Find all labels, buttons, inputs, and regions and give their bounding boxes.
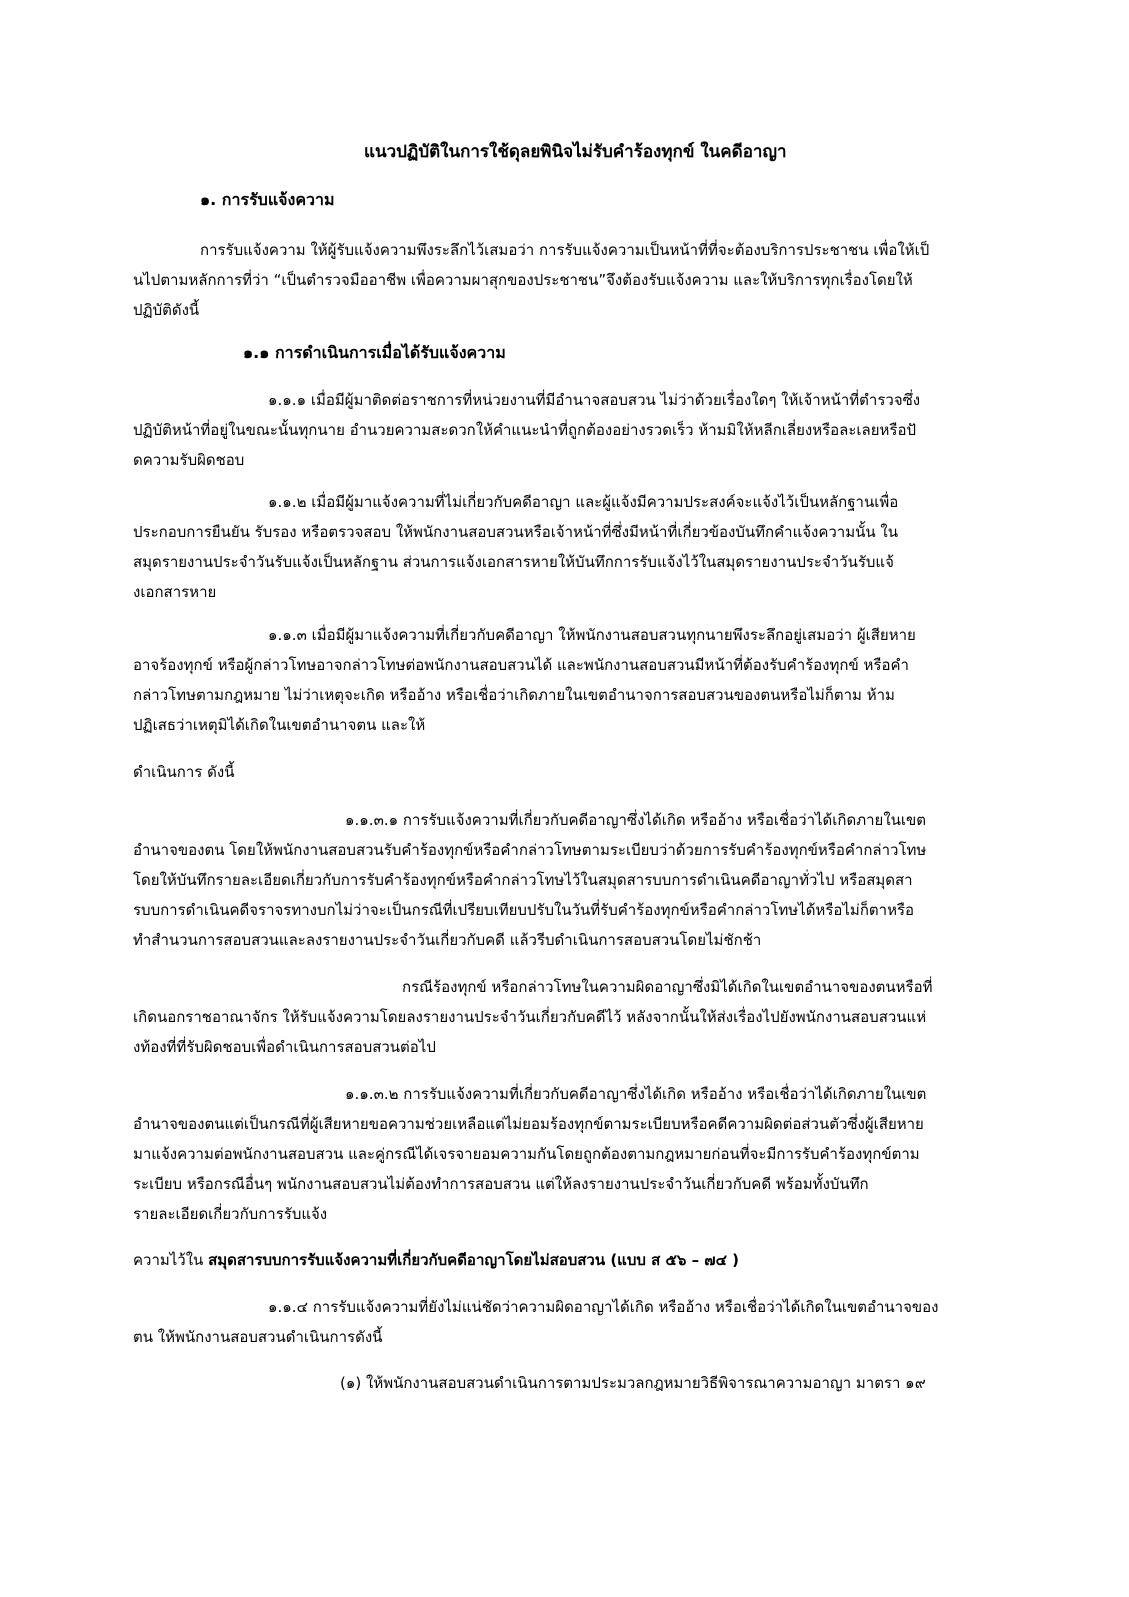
paragraph-line: ๑.๑.๒ เมื่อมีผู้มาแจ้งความที่ไม่เกี่ยวกับคดีอาญา และผู้แจ้งมีความประสงค์จะแจ้งไว้เป็นหลักฐานเพื่อ (268, 493, 899, 511)
paragraph-line: ปฏิบัติดังนี้ (133, 301, 200, 319)
paragraph-line: นไปตามหลักการที่ว่า “เป็นตำรวจมืออาชีพ เพื่อความผาสุกของประชาชน”จึงต้องรับแจ้งความ และให้บริการทุกเรื่องโดยให้ (133, 271, 913, 289)
heading-procedure: ๑.๑ การดำเนินการเมื่อได้รับแจ้งความ (243, 343, 506, 362)
paragraph-line: งเอกสารหาย (133, 583, 217, 601)
paragraph-line: ทำสำนวนการสอบสวนและลงรายงานประจำวันเกี่ยวกับคดี แล้วรีบดำเนินการสอบสวนโดยไม่ชักช้า (133, 931, 762, 949)
paragraph-line: รายละเอียดเกี่ยวกับการรับแจ้ง (133, 1205, 328, 1223)
book-form-title: สมุดสารบบการรับแจ้งความที่เกี่ยวกับคดีอาญาโดยไม่สอบสวน (แบบ ส ๕๖ – ๗๔ ) (208, 1251, 740, 1269)
book-prefix-text: ความไว้ใน (133, 1251, 209, 1269)
paragraph-line: ระเบียบ หรือกรณีอื่นๆ พนักงานสอบสวนไม่ต้องทำการสอบสวน แต่ให้ลงรายงานประจำวันเกี่ยวกับคดี พร้อมทั้งบันทึก (133, 1175, 869, 1193)
paragraph-line: ประกอบการยืนยัน รับรอง หรือตรวจสอบ ให้พนักงานสอบสวนหรือเจ้าหน้าที่ซึ่งมีหน้าที่เกี่ยวข้องบันทึกคำแจ้งความนั้น ใน (133, 523, 898, 541)
paragraph-line: การรับแจ้งความ ให้ผู้รับแจ้งความพึงระลึกไว้เสมอว่า การรับแจ้งความเป็นหน้าที่ที่จะต้องบริการประชาชน เพื่อให้เป็ (200, 241, 930, 259)
paragraph-line (133, 1250, 739, 1270)
paragraph-line: ดำเนินการ ดังนี้ (133, 763, 235, 781)
paragraph-line: งท้องที่ที่รับผิดชอบเพื่อดำเนินการสอบสวนต่อไป (133, 1038, 436, 1056)
paragraph-line: ดความรับผิดชอบ (133, 451, 245, 469)
paragraph-line: ปฏิบัติหน้าที่อยู่ในขณะนั้นทุกนาย อำนวยความสะดวกให้คำแนะนำที่ถูกต้องอย่างรวดเร็ว ห้ามมิให้หลีกเลี่ยงหรือละเลยหรือปั (133, 421, 917, 439)
paragraph-line: ๑.๑.๓.๑ การรับแจ้งความที่เกี่ยวกับคดีอาญาซึ่งได้เกิด หรืออ้าง หรือเชื่อว่าได้เกิดภายในเขต (345, 811, 927, 829)
paragraph-line: ๑.๑.๑ เมื่อมีผู้มาติดต่อราชการที่หน่วยงานที่มีอำนาจสอบสวน ไม่ว่าด้วยเรื่องใดๆ ให้เจ้าหน้าที่ตำรวจซึ่ง (268, 391, 921, 409)
paragraph-line: มาแจ้งความต่อพนักงานสอบสวน และคู่กรณีได้เจรจายอมความกันโดยถูกต้องตามกฎหมายก่อนที่จะมีการรับคำร้องทุกข์ตาม (133, 1145, 920, 1163)
paragraph-line: โดยให้บันทึกรายละเอียดเกี่ยวกับการรับคำร้องทุกข์หรือคำกล่าวโทษไว้ในสมุดสารบบการดำเนินคดีอาญาทั่วไป หรือสมุดสา (133, 871, 913, 889)
paragraph-line: ปฏิเสธว่าเหตุมิได้เกิดในเขตอำนาจตน และให้ (133, 716, 426, 734)
paragraph-line: อาจร้องทุกข์ หรือผู้กล่าวโทษอาจกล่าวโทษต่อพนักงานสอบสวนได้ และพนักงานสอบสวนมีหน้าที่ต้องรับคำร้องทุกข์ หรือคำ (133, 656, 909, 674)
paragraph-line: อำนาจของตนแต่เป็นกรณีที่ผู้เสียหายขอความช่วยเหลือแต่ไม่ยอมร้องทุกข์ตามระเบียบหรือคดีความผิดต่อส่วนตัวซึ่งผู้เสียหาย (133, 1115, 924, 1133)
paragraph-line: ๑.๑.๓.๒ การรับแจ้งความที่เกี่ยวกับคดีอาญาซึ่งได้เกิด หรืออ้าง หรือเชื่อว่าได้เกิดภายในเขต (345, 1085, 927, 1103)
list-item: (๑) ให้พนักงานสอบสวนดำเนินการตามประมวลกฎหมายวิธีพิจารณาความอาญา มาตรา ๑๙ (340, 1374, 926, 1392)
paragraph-line: รบบการดำเนินคดีจราจรทางบกไม่ว่าจะเป็นกรณีที่เปรียบเทียบปรับในวันที่รับคำร้องทุกข์หรือคำกล่าวโทษได้หรือไม่ก็ตาหรือ (133, 901, 915, 919)
heading-reporting: ๑. การรับแจ้งความ (200, 190, 335, 209)
paragraph-line: กรณีร้องทุกข์ หรือกล่าวโทษในความผิดอาญาซึ่งมิได้เกิดในเขตอำนาจของตนหรือที่ (402, 978, 933, 996)
paragraph-line: ๑.๑.๓ เมื่อมีผู้มาแจ้งความที่เกี่ยวกับคดีอาญา ให้พนักงานสอบสวนทุกนายพึงระลึกอยู่เสมอว่า ผู้เสียหาย (268, 626, 916, 644)
paragraph-line: ตน ให้พนักงานสอบสวนดำเนินการดังนี้ (133, 1328, 383, 1346)
paragraph-line: กล่าวโทษตามกฎหมาย ไม่ว่าเหตุจะเกิด หรืออ้าง หรือเชื่อว่าเกิดภายในเขตอำนาจการสอบสวนของตนหรือไม่ก็ตาม ห้าม (133, 686, 895, 704)
document-title: แนวปฏิบัติในการใช้ดุลยพินิจไม่รับคำร้องทุกข์ ในคดีอาญา (364, 142, 787, 162)
paragraph-line: ๑.๑.๔ การรับแจ้งความที่ยังไม่แน่ชัดว่าความผิดอาญาได้เกิด หรืออ้าง หรือเชื่อว่าได้เกิดในเขตอำนาจของ (268, 1298, 939, 1316)
paragraph-line: สมุดรายงานประจำวันรับแจ้งเป็นหลักฐาน ส่วนการแจ้งเอกสารหายให้บันทึกการรับแจ้งไว้ในสมุดรายงานประจำวันรับแจ้ (133, 553, 894, 571)
paragraph-line: อำนาจของตน โดยให้พนักงานสอบสวนรับคำร้องทุกข์หรือคำกล่าวโทษตามระเบียบว่าด้วยการรับคำร้องทุกข์หรือคำกล่าวโทษ (133, 841, 927, 859)
paragraph-line: เกิดนอกราชอาณาจักร ให้รับแจ้งความโดยลงรายงานประจำวันเกี่ยวกับคดีไว้ หลังจากนั้นให้ส่งเรื่องไปยังพนักงานสอบสวนแห่ (133, 1008, 927, 1026)
